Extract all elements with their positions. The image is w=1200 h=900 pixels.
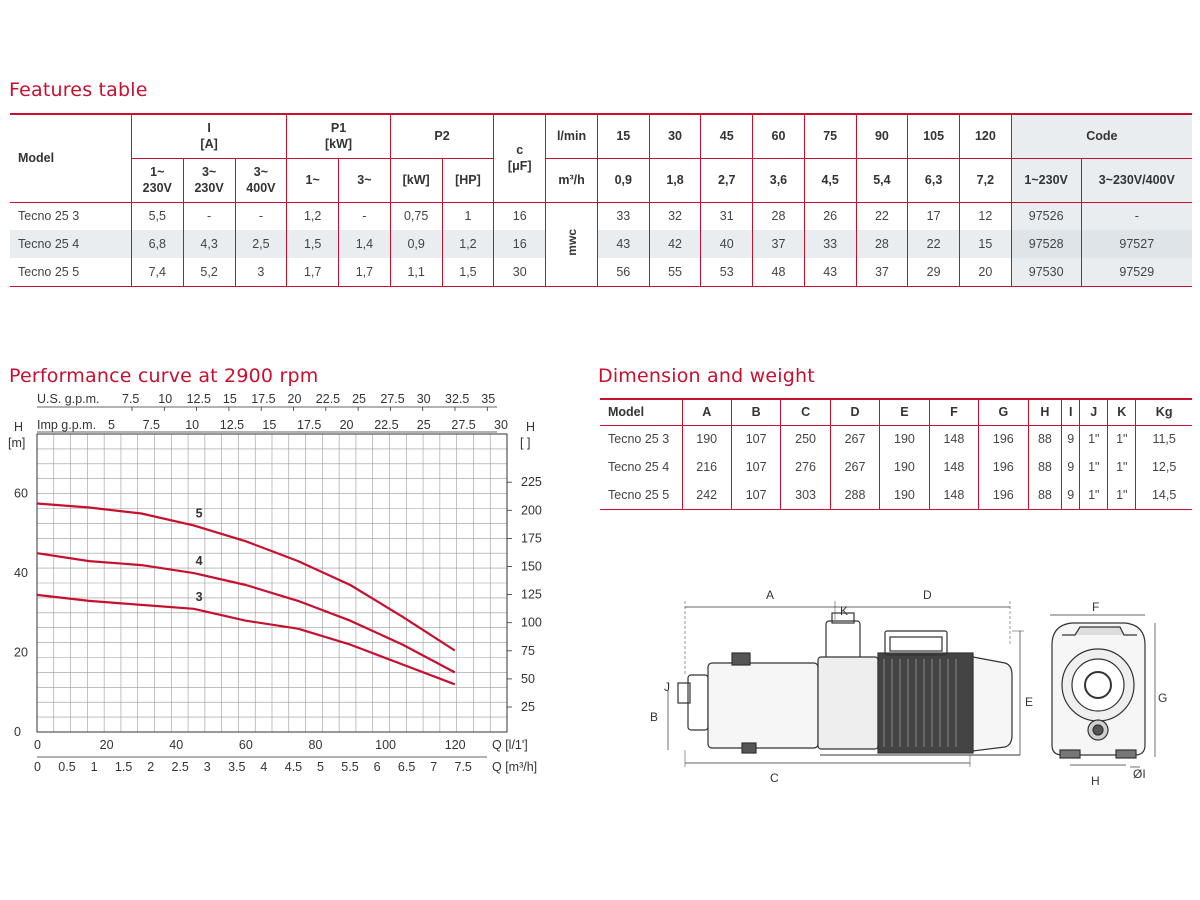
- dim-label-f: F: [1092, 600, 1100, 614]
- flow-lmin-6: 105: [908, 114, 960, 158]
- code-1ph-header: 1~230V: [1011, 158, 1081, 202]
- right-tick-label: 50: [521, 671, 535, 686]
- dim-label-i: ØI: [1133, 767, 1146, 781]
- p1-1ph: 1~: [287, 158, 339, 202]
- cell: 6,8: [131, 230, 183, 258]
- row-model: Tecno 25 4: [10, 230, 131, 258]
- cell: 4,3: [183, 230, 235, 258]
- cell: 3: [235, 258, 287, 286]
- us-gpm-tick-label: 35: [481, 392, 496, 406]
- right-tick-label: 150: [521, 559, 542, 574]
- cell: -: [1081, 202, 1192, 230]
- pump-side-view: [668, 601, 1024, 767]
- cell: 1,5: [287, 230, 339, 258]
- p1-3ph: 3~: [339, 158, 391, 202]
- right-tick-label: 100: [521, 615, 542, 630]
- dim-header: H: [1028, 399, 1062, 425]
- cell: 148: [929, 453, 978, 481]
- flow-lmin-3: 60: [753, 114, 805, 158]
- us-gpm-tick-label: 25: [352, 392, 367, 406]
- us-gpm-tick-label: 32.5: [445, 392, 470, 406]
- cell: 196: [979, 425, 1028, 453]
- dimension-table: [600, 398, 1192, 510]
- cell: 97526: [1011, 202, 1081, 230]
- flow-m3h-4: 4,5: [804, 158, 856, 202]
- cell: 7,4: [131, 258, 183, 286]
- imp-gpm-tick-label: 7.5: [142, 418, 160, 432]
- dim-label-a: A: [766, 588, 775, 602]
- imp-gpm-tick-label: 27.5: [451, 418, 476, 432]
- cell: 97529: [1081, 258, 1192, 286]
- dim-header: B: [731, 399, 780, 425]
- curve-label-3: 3: [195, 589, 203, 604]
- model-header: Model: [10, 114, 131, 202]
- h-right-unit: [ ]: [520, 436, 531, 450]
- dim-label-j: J: [664, 680, 670, 694]
- right-tick-label: 125: [521, 587, 542, 602]
- flow-lmin-header: l/min: [546, 114, 598, 158]
- y-tick-label: 20: [14, 645, 28, 660]
- flow-m3h-7: 7,2: [960, 158, 1012, 202]
- flow-lmin-4: 75: [804, 114, 856, 158]
- cell: -: [235, 202, 287, 230]
- x-tick-label: 0: [34, 738, 41, 752]
- cell: 107: [731, 425, 780, 453]
- x2-tick-label: 2: [147, 760, 155, 774]
- x-tick-label: 80: [308, 738, 323, 752]
- cell: 1": [1108, 425, 1136, 453]
- cell: 12,5: [1136, 453, 1192, 481]
- imp-gpm-label: Imp g.p.m.: [37, 418, 97, 432]
- curve-5: [37, 504, 455, 651]
- cell: 28: [753, 202, 805, 230]
- cell: 1,1: [390, 258, 442, 286]
- dim-label-c: C: [770, 771, 779, 785]
- cell: 88: [1028, 425, 1062, 453]
- flow-lmin-0: 15: [597, 114, 649, 158]
- cell: 1,2: [442, 230, 494, 258]
- performance-chart: [0, 385, 590, 785]
- cell: 33: [597, 202, 649, 230]
- cell: 30: [494, 258, 546, 286]
- cell: 148: [929, 481, 978, 509]
- x2-tick-label: 7.5: [454, 760, 472, 774]
- p2-hp: [HP]: [442, 158, 494, 202]
- dim-label-e: E: [1025, 695, 1034, 709]
- cell: 196: [979, 453, 1028, 481]
- imp-gpm-tick-label: 20: [339, 418, 354, 432]
- right-tick-label: 225: [521, 475, 542, 490]
- imp-gpm-tick-label: 15: [262, 418, 277, 432]
- x2-tick-label: 4: [260, 760, 268, 774]
- cell: 55: [649, 258, 701, 286]
- code-3ph-header: 3~230V/400V: [1081, 158, 1192, 202]
- current-header: I [A]: [131, 114, 286, 158]
- cell: 88: [1028, 481, 1062, 509]
- cell: 88: [1028, 453, 1062, 481]
- us-gpm-tick-label: 20: [287, 392, 302, 406]
- cell: 216: [682, 453, 731, 481]
- cell: 0,75: [390, 202, 442, 230]
- cell: 37: [753, 230, 805, 258]
- cell: 32: [649, 202, 701, 230]
- cell: 267: [830, 453, 879, 481]
- cell: -: [339, 202, 391, 230]
- cell: 22: [908, 230, 960, 258]
- right-tick-label: 175: [521, 531, 542, 546]
- us-gpm-tick-label: 15: [222, 392, 237, 406]
- flow-m3h-0: 0,9: [597, 158, 649, 202]
- p2-header: P2: [390, 114, 494, 158]
- right-tick-label: 75: [521, 643, 535, 658]
- dim-header: G: [979, 399, 1028, 425]
- x2-tick-label: 0.5: [58, 760, 76, 774]
- cell: 11,5: [1136, 425, 1192, 453]
- x-tick-label: 40: [169, 738, 184, 752]
- row-model: Tecno 25 5: [18, 264, 80, 279]
- cell: 56: [597, 258, 649, 286]
- cell: 288: [830, 481, 879, 509]
- right-tick-label: 200: [521, 503, 542, 518]
- x-tick-label: 60: [238, 738, 253, 752]
- dim-header: Kg: [1136, 399, 1192, 425]
- cell: 1,2: [287, 202, 339, 230]
- x2-tick-label: 2.5: [171, 760, 189, 774]
- cell: 1,5: [442, 258, 494, 286]
- cell: 5,2: [183, 258, 235, 286]
- cell: 196: [979, 481, 1028, 509]
- features-title: Features table: [9, 79, 148, 101]
- cell: 190: [880, 481, 929, 509]
- dim-header: A: [682, 399, 731, 425]
- y-tick-label: 40: [14, 566, 28, 581]
- dim-model: Tecno 25 5: [608, 487, 670, 502]
- cell: 107: [731, 453, 780, 481]
- dim-label-h: H: [1091, 774, 1100, 788]
- cell: 1,7: [339, 258, 391, 286]
- dim-label-g: G: [1158, 691, 1168, 705]
- pump-dimension-drawing: [640, 585, 1180, 795]
- dim-header: J: [1080, 399, 1108, 425]
- cell: 1: [442, 202, 494, 230]
- cell: 42: [649, 230, 701, 258]
- cell: 97528: [1011, 230, 1081, 258]
- cell: -: [183, 202, 235, 230]
- flow-lmin-2: 45: [701, 114, 753, 158]
- cell: 17: [908, 202, 960, 230]
- us-gpm-tick-label: 17.5: [251, 392, 276, 406]
- h-left-unit: [m]: [8, 436, 26, 450]
- table-row: [10, 258, 1192, 286]
- x2-tick-label: 1: [90, 760, 98, 774]
- table-row: [10, 230, 1192, 258]
- cell: 16: [494, 230, 546, 258]
- cell: 267: [830, 425, 879, 453]
- flow-lmin-1: 30: [649, 114, 701, 158]
- cell: 33: [804, 230, 856, 258]
- x2-tick-label: 1.5: [114, 760, 133, 774]
- h-right-label: H: [526, 420, 536, 434]
- mwc-label: mwc: [546, 202, 598, 286]
- cell: 9: [1062, 453, 1080, 481]
- flow-lmin-5: 90: [856, 114, 908, 158]
- cell: 2,5: [235, 230, 287, 258]
- cell: 1": [1080, 481, 1108, 509]
- imp-gpm-tick-label: 22.5: [374, 418, 399, 432]
- dimension-title: Dimension and weight: [598, 365, 815, 387]
- features-table: [10, 113, 1192, 287]
- imp-gpm-tick-label: 17.5: [297, 418, 322, 432]
- cell: 29: [908, 258, 960, 286]
- dim-header: K: [1108, 399, 1136, 425]
- cell: 1": [1080, 453, 1108, 481]
- cell: 97530: [1011, 258, 1081, 286]
- cell: 1": [1080, 425, 1108, 453]
- flow-m3h-6: 6,3: [908, 158, 960, 202]
- dim-header: D: [830, 399, 879, 425]
- cell: 14,5: [1136, 481, 1192, 509]
- dim-label-k: K: [840, 604, 849, 618]
- imp-gpm-tick-label: 12.5: [219, 418, 245, 432]
- flow-m3h-2: 2,7: [701, 158, 753, 202]
- cell: 276: [781, 453, 830, 481]
- x2-tick-label: 4.5: [284, 760, 303, 774]
- x2-tick-label: 3: [203, 760, 211, 774]
- h-left-label: H: [14, 420, 24, 434]
- x2-tick-label: 6: [373, 760, 381, 774]
- cell: 48: [753, 258, 805, 286]
- capacitor-header: c [μF]: [494, 114, 546, 202]
- dim-header: E: [880, 399, 929, 425]
- x2-tick-label: 6.5: [397, 760, 416, 774]
- dim-header: C: [781, 399, 830, 425]
- cell: 31: [701, 202, 753, 230]
- cell: 1": [1108, 453, 1136, 481]
- imp-gpm-tick-label: 10: [185, 418, 200, 432]
- performance-title: Performance curve at 2900 rpm: [9, 365, 319, 387]
- table-row: [600, 481, 1192, 509]
- imp-gpm-tick-label: 30: [494, 418, 508, 432]
- cell: 303: [781, 481, 830, 509]
- imp-gpm-tick-label: 25: [416, 418, 431, 432]
- x2-tick-label: 5: [317, 760, 324, 774]
- dim-label-d: D: [923, 588, 932, 602]
- dim-header: I: [1062, 399, 1080, 425]
- flow-m3h-header: m³/h: [546, 158, 598, 202]
- cell: 16: [494, 202, 546, 230]
- cell: 53: [701, 258, 753, 286]
- x2-tick-label: 0: [34, 760, 41, 774]
- us-gpm-tick-label: 12.5: [186, 392, 211, 406]
- dim-header: F: [929, 399, 978, 425]
- cell: 190: [880, 425, 929, 453]
- flow-m3h-1: 1,8: [649, 158, 701, 202]
- cell: 5,5: [131, 202, 183, 230]
- right-tick-label: 25: [521, 700, 535, 714]
- cell: 9: [1062, 481, 1080, 509]
- y-tick-label: 60: [14, 486, 28, 501]
- x2-tick-label: 7: [430, 760, 438, 774]
- x2-tick-label: 3.5: [228, 760, 246, 774]
- cell: 9: [1062, 425, 1080, 453]
- cell: 43: [804, 258, 856, 286]
- cell: 15: [960, 230, 1012, 258]
- dim-label-b: B: [650, 710, 659, 724]
- table-row: [600, 453, 1192, 481]
- x2-axis-label: Q [m³/h]: [492, 760, 538, 774]
- cell: 107: [731, 481, 780, 509]
- cell: 1,4: [339, 230, 391, 258]
- imp-gpm-tick-label: 5: [108, 418, 115, 432]
- flow-m3h-5: 5,4: [856, 158, 908, 202]
- cell: 28: [856, 230, 908, 258]
- current-3ph-400: 3~ 400V: [235, 158, 287, 202]
- cell: 1": [1108, 481, 1136, 509]
- current-1ph-230: 1~ 230V: [131, 158, 183, 202]
- cell: 40: [701, 230, 753, 258]
- us-gpm-label: U.S. g.p.m.: [37, 392, 100, 406]
- pump-front-view: [1050, 615, 1155, 767]
- flow-m3h-3: 3,6: [753, 158, 805, 202]
- cell: 97527: [1081, 230, 1192, 258]
- flow-lmin-7: 120: [960, 114, 1012, 158]
- curve-label-5: 5: [195, 506, 203, 521]
- cell: 250: [781, 425, 830, 453]
- curve-label-4: 4: [195, 554, 203, 569]
- cell: 22: [856, 202, 908, 230]
- dim-header-model: Model: [600, 399, 682, 425]
- us-gpm-tick-label: 30: [416, 392, 431, 406]
- cell: 26: [804, 202, 856, 230]
- table-row: [600, 425, 1192, 453]
- cell: 37: [856, 258, 908, 286]
- current-3ph-230: 3~ 230V: [183, 158, 235, 202]
- x-tick-label: 20: [99, 738, 114, 752]
- x-axis-label: Q [l/1']: [492, 738, 528, 752]
- us-gpm-tick-label: 22.5: [315, 392, 341, 406]
- cell: 1,7: [287, 258, 339, 286]
- code-header: Code: [1011, 114, 1192, 158]
- dim-model: Tecno 25 4: [608, 460, 670, 474]
- p1-header: P1 [kW]: [287, 114, 390, 158]
- us-gpm-tick-label: 7.5: [122, 392, 140, 406]
- table-row: [10, 202, 1192, 230]
- row-model: Tecno 25 3: [18, 209, 80, 224]
- cell: 148: [929, 425, 978, 453]
- y-tick-label: 0: [14, 725, 21, 739]
- p2-kw: [kW]: [390, 158, 442, 202]
- cell: 190: [682, 425, 731, 453]
- x-tick-label: 100: [375, 738, 397, 752]
- x-tick-label: 120: [444, 738, 466, 752]
- cell: 43: [597, 230, 649, 258]
- x2-tick-label: 5.5: [341, 760, 359, 774]
- cell: 12: [960, 202, 1012, 230]
- us-gpm-tick-label: 27.5: [380, 392, 405, 406]
- cell: 242: [682, 481, 731, 509]
- us-gpm-tick-label: 10: [158, 392, 173, 406]
- cell: 20: [960, 258, 1012, 286]
- cell: 190: [880, 453, 929, 481]
- dim-model: Tecno 25 3: [608, 432, 670, 447]
- cell: 0,9: [390, 230, 442, 258]
